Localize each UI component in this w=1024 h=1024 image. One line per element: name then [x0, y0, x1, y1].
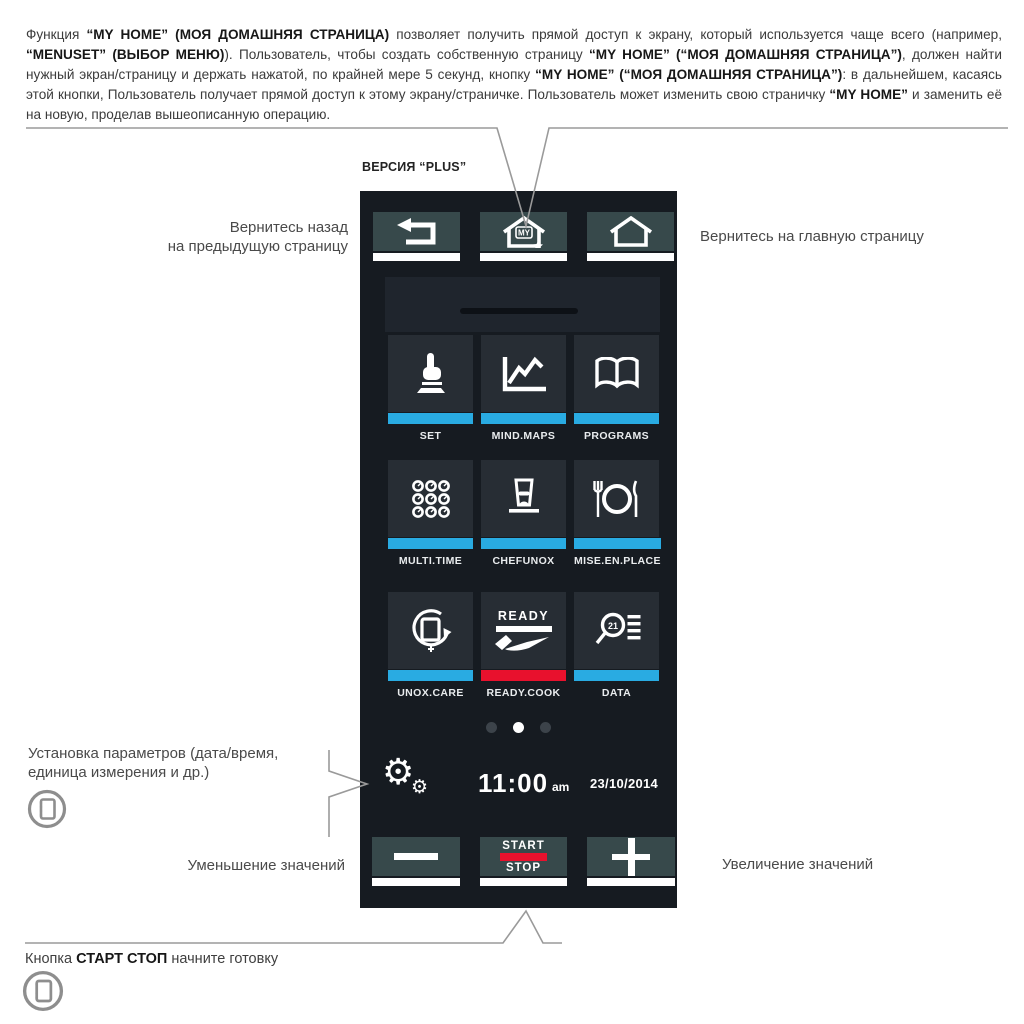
tile-accent-bar: [574, 538, 661, 549]
rotate-square-icon: [408, 608, 454, 654]
callout-home-button: Вернитесь на главную страницу: [700, 228, 924, 245]
tile-programs[interactable]: [574, 335, 659, 412]
callout-settings: [28, 744, 278, 782]
tile-chefunox[interactable]: [481, 460, 566, 537]
chef-icon: [504, 478, 544, 520]
tile-data[interactable]: [574, 592, 659, 669]
pager-dot[interactable]: [486, 722, 497, 733]
my-home-icon: [500, 215, 548, 248]
tile-row-3: [388, 592, 659, 699]
tile-accent-bar: [574, 413, 659, 424]
minus-icon: [394, 853, 438, 860]
callout-settings-line2: единица измерения и др.): [28, 764, 210, 781]
tile-miseenplace[interactable]: [574, 460, 659, 537]
home-icon: [608, 216, 654, 247]
pager-dots: [360, 722, 677, 733]
tile-set[interactable]: [388, 335, 473, 412]
tile-label: CHEFUNOX: [492, 555, 555, 567]
settings-gear-icon[interactable]: ⚙: [382, 752, 415, 793]
touch-hand-icon: [412, 352, 450, 396]
plus-underline: [587, 878, 675, 886]
intro-paragraph: Функция “MY HOME” (МОЯ ДОМАШНЯЯ СТРАНИЦА) позволяет получить прямой доступ к экрану, который используется чаще всего (например, “MENUSET” (ВЫБОР МЕНЮ)). Пользователь, чтобы создать собственную страницу “MY HOME” (“МОЯ ДОМАШНЯЯ СТРАНИЦА”), должен найти нужный экран/страницу и держать нажатой, по крайней мере 5 секунд, кнопку “MY HOME” (“МОЯ ДОМАШНЯЯ СТРАНИЦА”): в дальнейшем, касаясь этой кнопки, Пользователь получает прямой доступ к этому экрану/страничке. Пользователь может изменить свою страничку “MY HOME” и заменить её на новую, проделав вышеописанную операцию.: [26, 26, 1003, 122]
screen-header-zone: [385, 277, 660, 332]
ready-text: READY: [497, 608, 550, 623]
svg-text:21: 21: [607, 620, 618, 631]
start-stop-underline: [480, 878, 567, 886]
settings-gear-small-icon: ⚙: [411, 776, 429, 798]
back-underline: [373, 253, 460, 261]
tile-row-2: [388, 460, 661, 567]
back-button[interactable]: [373, 212, 460, 251]
tile-readycook[interactable]: [481, 592, 566, 669]
my-home-underline: [480, 253, 567, 261]
back-arrow-icon: [394, 218, 440, 246]
tile-label: SET: [419, 430, 442, 442]
plus-icon: [612, 838, 650, 876]
tile-label: MIND.MAPS: [491, 430, 556, 442]
pager-dot-active[interactable]: [513, 722, 524, 733]
callout-back-line2: на предыдущую страницу: [167, 238, 348, 255]
home-button[interactable]: [587, 212, 674, 251]
tile-mindmaps[interactable]: [481, 335, 566, 412]
start-stop-red-bar: [500, 853, 547, 861]
manual-booklet-icon: [27, 789, 67, 829]
start-label: START: [502, 839, 545, 852]
tile-accent-bar: [388, 538, 473, 549]
open-book-icon: [593, 357, 641, 391]
tile-label: MULTI.TIME: [398, 555, 463, 567]
tile-accent-bar: [574, 670, 659, 681]
line-chart-icon: [500, 354, 548, 394]
pager-dot[interactable]: [540, 722, 551, 733]
tile-multitime[interactable]: [388, 460, 473, 537]
callout-increase: Увеличение значений: [722, 856, 874, 873]
start-stop-button[interactable]: [480, 837, 567, 876]
plate-cutlery-icon: [592, 478, 642, 520]
tile-accent-bar: [481, 413, 566, 424]
stop-label: STOP: [505, 861, 542, 874]
tile-accent-bar: [388, 670, 473, 681]
version-heading: ВЕРСИЯ “PLUS”: [362, 160, 467, 174]
tile-label: PROGRAMS: [583, 430, 650, 442]
tile-label: UNOX.CARE: [397, 687, 464, 699]
callout-decrease: Уменьшение значений: [187, 857, 345, 874]
tile-row-1: [388, 335, 659, 442]
tile-accent-bar: [388, 413, 473, 424]
callout-back-line1: Вернитесь назад: [229, 219, 348, 236]
manual-booklet-icon: [22, 970, 64, 1012]
callout-settings-line1: Установка параметров (дата/время,: [28, 745, 279, 762]
svg-text:MY: MY: [517, 228, 530, 238]
tile-accent-bar: [481, 538, 566, 549]
top-nav-row: [373, 212, 674, 261]
minus-underline: [372, 878, 460, 886]
date-display: 23/10/2014: [590, 776, 659, 791]
clock-meridiem: am: [552, 780, 570, 794]
plus-button[interactable]: [587, 837, 675, 876]
oven-touch-panel: [360, 191, 677, 908]
start-stop-content: [500, 840, 547, 874]
tile-label: DATA: [601, 687, 632, 699]
callout-start-stop: Кнопка СТАРТ СТОП начните готовку: [25, 951, 279, 967]
home-underline: [587, 253, 674, 261]
ready-hand-icon: [493, 610, 555, 652]
my-home-button[interactable]: [480, 212, 567, 251]
hand-icon: [493, 632, 555, 652]
bottom-control-row: [372, 837, 675, 886]
minus-button[interactable]: [372, 837, 460, 876]
tile-accent-bar-red: [481, 670, 566, 681]
tile-label: READY.COOK: [486, 687, 561, 699]
faint-header-text: [460, 308, 578, 314]
callout-back-button: [168, 218, 348, 256]
clock-time: 11:00: [478, 768, 549, 798]
multi-clocks-icon: [410, 478, 452, 520]
search-list-icon: [592, 611, 642, 651]
tile-unoxcare[interactable]: [388, 592, 473, 669]
tile-label: MISE.EN.PLACE: [574, 555, 661, 567]
